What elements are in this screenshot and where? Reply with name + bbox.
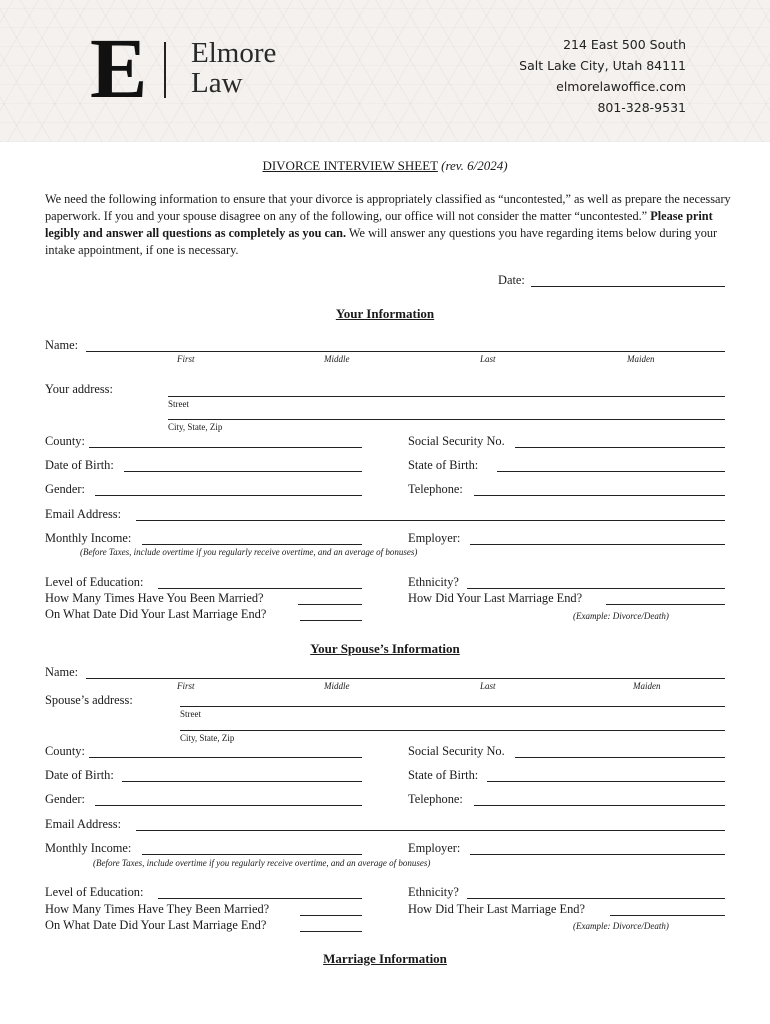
ethnicity-field[interactable] [467,588,725,589]
marriage-information-heading: Marriage Information [323,951,447,966]
spouse-telephone-label: Telephone: [408,792,463,806]
name-label: Name: [45,338,79,352]
spouse-marriage-end-label: How Did Their Last Marriage End? [408,902,585,916]
telephone-field[interactable] [474,495,725,496]
marriage-end-date-field[interactable] [300,620,362,621]
marriage-end-date-label: On What Date Did Your Last Marriage End? [45,607,267,621]
document-title [0,158,770,174]
example-note: (Example: Divorce/Death) [573,611,669,621]
income-note: (Before Taxes, include overtime if you regularly receive overtime, and an average of bonuses) [80,547,418,557]
spouse-marriage-end-field[interactable] [610,915,725,916]
spouse-county-label: County: [45,744,85,758]
email-label: Email Address: [45,507,122,521]
ssn-field[interactable] [515,447,725,448]
phone: 801-328-9531 [597,100,686,115]
dob-label: Date of Birth: [45,458,114,472]
spouse-income-field[interactable] [142,854,362,855]
times-married-field[interactable] [298,604,362,605]
intro-bold: Please print legibly and answer all questions as completely as you can. [45,209,713,240]
education-label: Level of Education: [45,575,144,589]
times-married-label: How Many Times Have You Been Married? [45,591,264,605]
spouse-times-married-label: How Many Times Have They Been Married? [45,902,270,916]
maiden-caption: Maiden [627,354,655,364]
spouse-times-married-field[interactable] [300,915,362,916]
title-main: DIVORCE INTERVIEW SHEET [262,158,438,173]
spouse-first-caption: First [177,681,195,691]
spouse-ethnicity-label: Ethnicity? [408,885,459,899]
letterhead [0,0,770,142]
spouse-ethnicity-field[interactable] [467,898,725,899]
last-caption: Last [480,354,496,364]
spouse-name-label: Name: [45,665,79,679]
logo-line-1: Elmore [191,37,277,69]
ethnicity-label: Ethnicity? [408,575,459,589]
logo-divider [164,42,166,98]
address-label: Your address: [45,382,113,396]
spouse-dob-field[interactable] [122,781,362,782]
address-line-1: 214 East 500 South [563,37,686,52]
spouse-marriage-end-date-field[interactable] [300,931,362,932]
street-caption: Street [168,399,189,409]
spouse-marriage-end-date-label: On What Date Did Your Last Marriage End? [45,918,267,932]
spouse-employer-field[interactable] [470,854,725,855]
gender-field[interactable] [95,495,362,496]
spouse-maiden-caption: Maiden [633,681,661,691]
spouse-city-field[interactable] [180,730,725,731]
marriage-end-field[interactable] [606,604,725,605]
spouse-ssn-label: Social Security No. [408,744,505,758]
income-label: Monthly Income: [45,531,132,545]
telephone-label: Telephone: [408,482,463,496]
spouse-gender-field[interactable] [95,805,362,806]
intro-text-2: We will answer any questions you have regarding items below during your intake appointment, if one is necessary. [45,226,718,257]
marriage-end-label: How Did Your Last Marriage End? [408,591,583,605]
spouse-email-label: Email Address: [45,817,122,831]
title-revision: (rev. 6/2024) [441,158,508,173]
state-of-birth-field[interactable] [497,471,725,472]
spouse-state-of-birth-field[interactable] [487,781,725,782]
education-field[interactable] [158,588,362,589]
county-field[interactable] [89,447,362,448]
spouse-address-label: Spouse’s address: [45,693,133,707]
city-field[interactable] [168,419,725,420]
date-label: Date: [498,273,525,287]
spouse-name-field[interactable] [86,678,725,679]
city-caption: City, State, Zip [168,422,223,432]
spouse-county-field[interactable] [89,757,362,758]
spouse-income-note: (Before Taxes, include overtime if you regularly receive overtime, and an average of bonuses) [93,858,431,868]
spouse-middle-caption: Middle [324,681,350,691]
spouse-education-label: Level of Education: [45,885,144,899]
middle-caption: Middle [324,354,350,364]
firm-contact [519,34,686,118]
spouse-dob-label: Date of Birth: [45,768,114,782]
logo-line-2: Law [191,67,243,99]
name-field[interactable] [86,351,725,352]
intro-text-1: We need the following information to ensure that your divorce is appropriately classified as “uncontested,” as well as prepare the necessary paperwork. If you and your spouse disagree on any of the following, our office will not consider the matter “uncontested.” [45,192,731,223]
website: elmorelawoffice.com [556,79,686,94]
logo-mark: E [90,20,148,116]
spouse-last-caption: Last [480,681,496,691]
email-field[interactable] [136,520,725,521]
street-field[interactable] [168,396,725,397]
spouse-email-field[interactable] [136,830,725,831]
employer-label: Employer: [408,531,461,545]
spouse-telephone-field[interactable] [474,805,725,806]
spouse-information-heading: Your Spouse’s Information [310,641,460,656]
spouse-income-label: Monthly Income: [45,841,132,855]
date-field[interactable] [531,286,725,287]
state-of-birth-label: State of Birth: [408,458,479,472]
employer-field[interactable] [470,544,725,545]
spouse-education-field[interactable] [158,898,362,899]
spouse-example-note: (Example: Divorce/Death) [573,921,669,931]
dob-field[interactable] [124,471,362,472]
spouse-state-of-birth-label: State of Birth: [408,768,479,782]
spouse-street-field[interactable] [180,706,725,707]
ssn-label: Social Security No. [408,434,505,448]
your-information-heading: Your Information [335,306,435,321]
gender-label: Gender: [45,482,85,496]
spouse-gender-label: Gender: [45,792,85,806]
income-field[interactable] [142,544,362,545]
spouse-employer-label: Employer: [408,841,461,855]
spouse-city-caption: City, State, Zip [180,733,235,743]
first-caption: First [177,354,195,364]
intro-paragraph [45,191,750,259]
address-line-2: Salt Lake City, Utah 84111 [519,58,686,73]
spouse-street-caption: Street [180,709,201,719]
county-label: County: [45,434,85,448]
logo-name [191,38,276,98]
spouse-ssn-field[interactable] [515,757,725,758]
